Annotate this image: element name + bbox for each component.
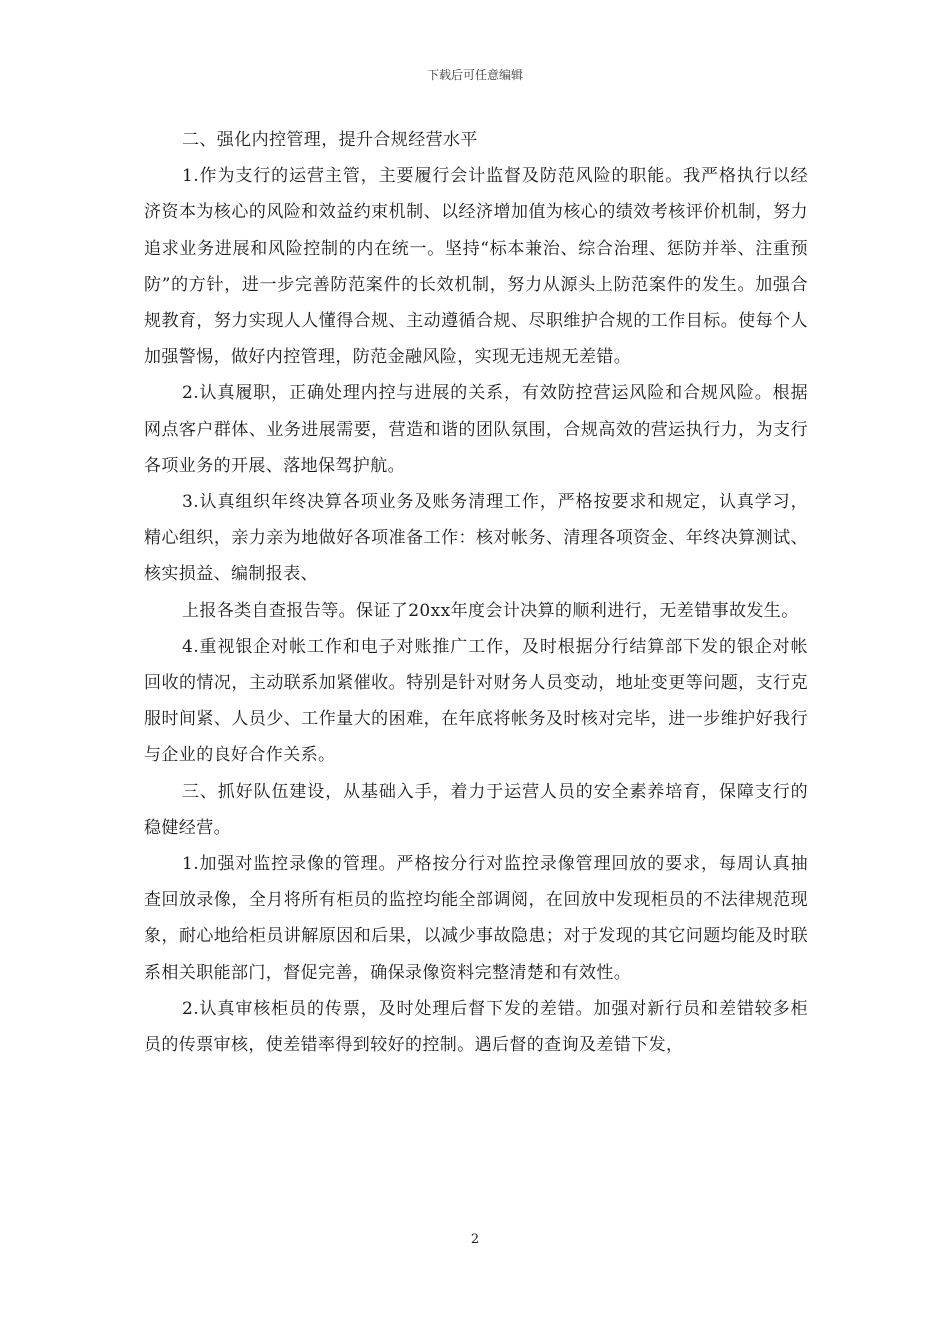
page-header: 下载后可任意编辑: [426, 68, 523, 82]
section-heading: 三、抓好队伍建设，从基础入手，着力于运营人员的安全素养培育，保障支行的稳健经营。: [144, 781, 808, 838]
paragraph: 3.认真组织年终决算各项业务及账务清理工作，严格按要求和规定，认真学习，精心组织，亲力亲为地做好各项准备工作：核对帐务、清理各项资金、年终决算测试、核实损益、编制报表、: [144, 492, 808, 585]
paragraph: 1.作为支行的运营主管，主要履行会计监督及防范风险的职能。我严格执行以经济资本为核心的风险和效益约束机制、以经济增加值为核心的绩效考核评价机制，努力追求业务进展和风险控制的内在统一。坚持“标本兼治、综合治理、惩防并举、注重预防”的方针，进一步完善防范案件的长效机制，努力从源头上防范案件的发生。加强合规教育，努力实现人人懂得合规、主动遵循合规、尽职维护合规的工作目标。使每个人加强警惕，做好内控管理，防范金融风险，实现无违规无差错。: [144, 166, 808, 368]
document-body: [144, 122, 808, 1063]
paragraph: 4.重视银企对帐工作和电子对账推广工作，及时根据分行结算部下发的银企对帐回收的情况，主动联系加紧催收。特别是针对财务人员变动，地址变更等问题，支行克服时间紧、人员少、工作量大的困难，在年底将帐务及时核对完毕，进一步维护好我行与企业的良好合作关系。: [144, 636, 808, 766]
section-heading: 二、强化内控管理，提升合规经营水平: [182, 130, 478, 150]
paragraph: 上报各类自查报告等。保证了20xx年度会计决算的顺利进行，无差错事故发生。: [182, 600, 799, 621]
page-number: 2: [470, 1232, 480, 1247]
paragraph: 2.认真履职，正确处理内控与进展的关系，有效防控营运风险和合规风险。根据网点客户群体、业务进展需要，营造和谐的团队氛围，合规高效的营运执行力，为支行各项业务的开展、落地保驾护航。: [144, 383, 808, 476]
paragraph: 2.认真审核柜员的传票，及时处理后督下发的差错。加强对新行员和差错较多柜员的传票审核，使差错率得到较好的控制。遇后督的查询及差错下发，: [144, 998, 808, 1056]
paragraph: 1.加强对监控录像的管理。严格按分行对监控录像管理回放的要求，每周认真抽查回放录像，全月将所有柜员的监控均能全部调阅，在回放中发现柜员的不法律规范现象，耐心地给柜员讲解原因和后果，以减少事故隐患；对于发现的其它问题均能及时联系相关职能部门，督促完善，确保录像资料完整清楚和有效性。: [144, 854, 808, 983]
